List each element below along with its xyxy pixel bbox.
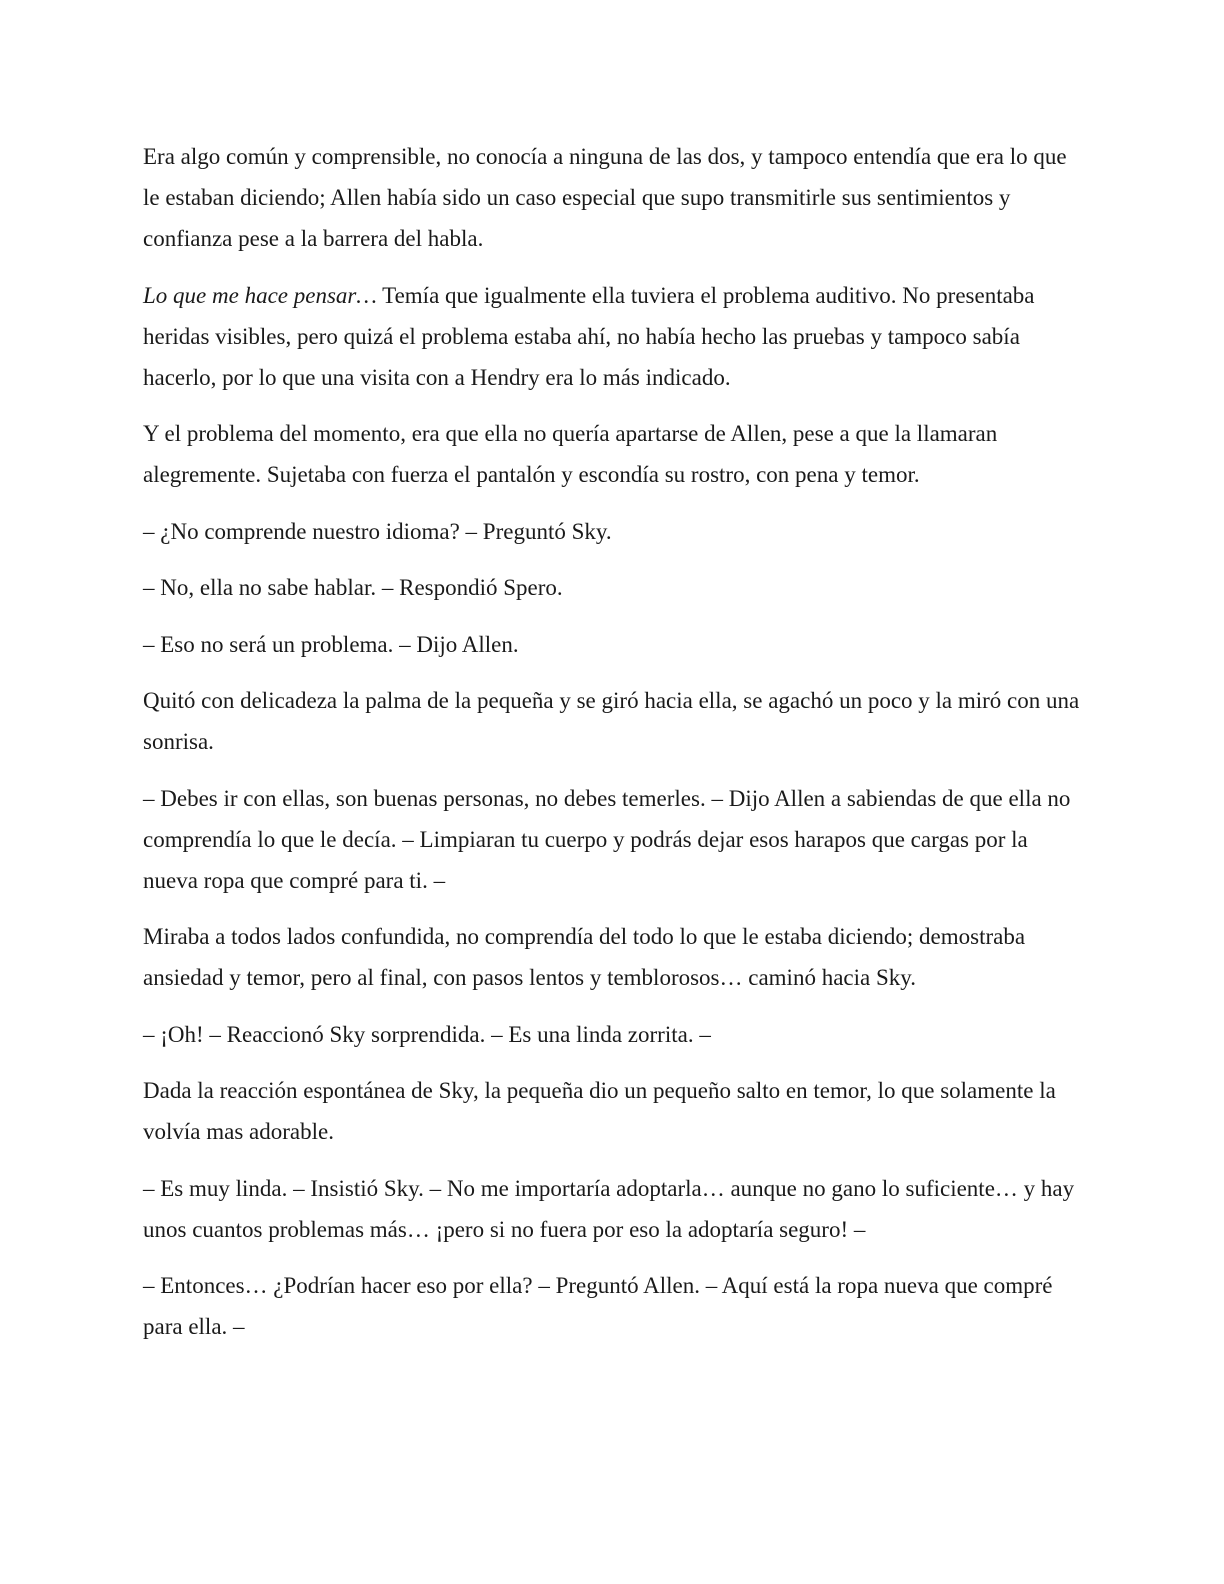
dialogue-line (143, 511, 1083, 552)
paragraph-text: – Debes ir con ellas, son buenas personas, no debes temerles. – Dijo Allen a sabiendas de que ella no comprendía lo que le decía. – Limpiaran tu cuerpo y podrás dejar esos harapos que cargas por la nueva ropa que compré para ti. – (143, 785, 1071, 893)
paragraph-text: – Es muy linda. – Insistió Sky. – No me importaría adoptarla… aunque no gano lo suficiente… y hay unos cuantos problemas más… ¡pero si no fuera por eso la adoptaría seguro! – (143, 1175, 1075, 1242)
document-page (143, 136, 1083, 1363)
paragraph-text: Miraba a todos lados confundida, no comprendía del todo lo que le estaba diciendo; demostraba ansiedad y temor, pero al final, con pasos lentos y temblorosos… caminó hacia Sky. (143, 924, 1026, 990)
paragraph-text: – No, ella no sabe hablar. – Respondió Spero. (143, 575, 563, 600)
paragraph-text: Dada la reacción espontánea de Sky, la pequeña dio un pequeño salto en temor, lo que solamente la volvía mas adorable. (143, 1078, 1056, 1144)
paragraph (143, 275, 1083, 398)
paragraph-text: – ¿No comprende nuestro idioma? – Preguntó Sky. (143, 518, 612, 544)
paragraph-text: – ¡Oh! – Reaccionó Sky sorprendida. – Es una linda zorrita. – (143, 1021, 711, 1047)
paragraph-text: Y el problema del momento, era que ella no quería apartarse de Allen, pese a que la llamaran alegremente. Sujetaba con fuerza el pantalón y escondía su rostro, con pena y temor. (143, 421, 998, 487)
paragraph-text: – Entonces… ¿Podrían hacer eso por ella? – Preguntó Allen. – Aquí está la ropa nueva que compré para ella. – (143, 1273, 1053, 1339)
paragraph-text: Quitó con delicadeza la palma de la pequeña y se giró hacia ella, se agachó un poco y la miró con una sonrisa. (143, 688, 1080, 754)
dialogue-line (143, 624, 1083, 665)
paragraph-text: – Eso no será un problema. – Dijo Allen. (143, 631, 519, 657)
dialogue-line (143, 1014, 1083, 1055)
paragraph (143, 680, 1083, 762)
paragraph (143, 916, 1083, 998)
dialogue-line (143, 778, 1083, 901)
paragraph-text: Era algo común y comprensible, no conocía a ninguna de las dos, y tampoco entendía que era lo que le estaban diciendo; Allen había sido un caso especial que supo transmitirle sus sentimientos y confianza pese a la barrera del habla. (143, 144, 1067, 251)
paragraph (143, 136, 1083, 259)
paragraph (143, 1070, 1083, 1152)
paragraph (143, 413, 1083, 495)
dialogue-line (143, 1168, 1083, 1250)
dialogue-line (143, 567, 1083, 608)
paragraph-text: Temía que igualmente ella tuviera el problema auditivo. No presentaba heridas visibles, pero quizá el problema estaba ahí, no había hecho las pruebas y tampoco sabía hacerlo, por lo que una visita con a Hendry era lo más indicado. (143, 282, 1035, 390)
italic-thought: Lo que me hace pensar… (143, 282, 377, 308)
dialogue-line (143, 1265, 1083, 1347)
